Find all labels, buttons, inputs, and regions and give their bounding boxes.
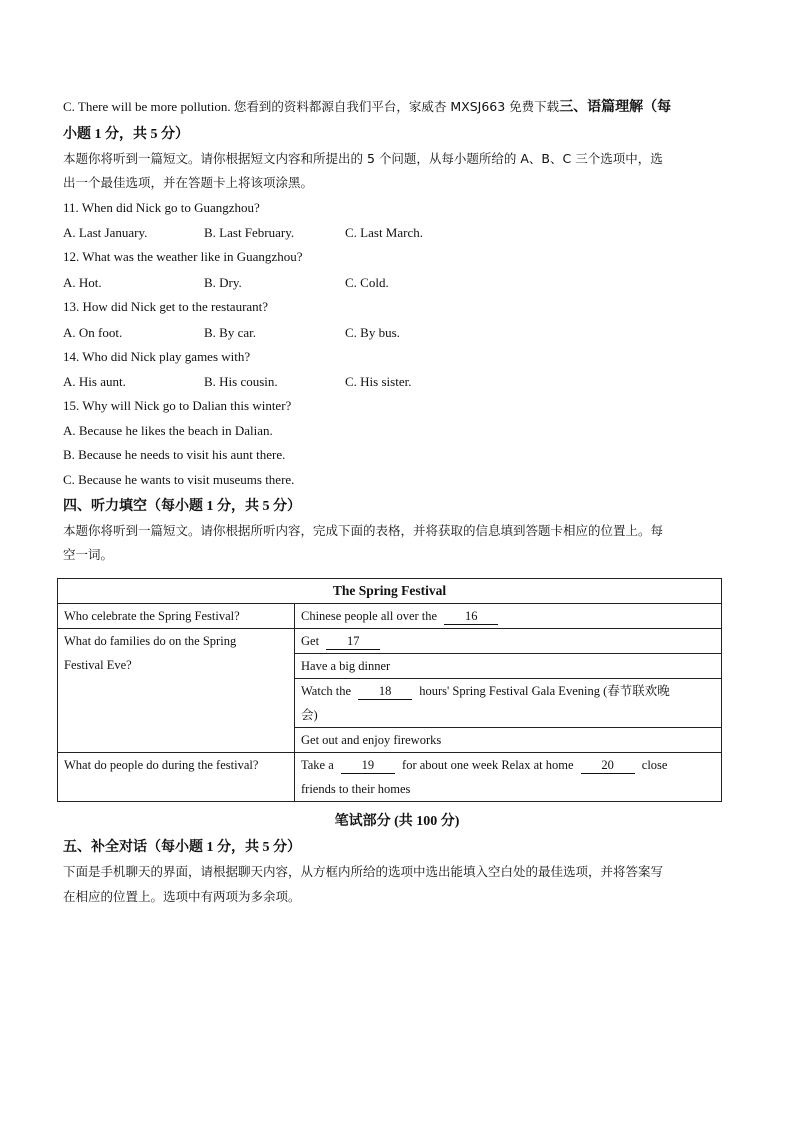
table-title: The Spring Festival: [58, 579, 722, 604]
blank-18[interactable]: 18: [358, 683, 412, 700]
option-a: A. Last January.: [63, 225, 148, 241]
question-text: 14. Who did Nick play games with?: [63, 348, 251, 364]
option-c: C. Cold.: [345, 274, 389, 290]
row-question: What do people do during the festival?: [58, 753, 295, 802]
options-row: [63, 270, 731, 295]
option-a: A. Because he likes the beach in Dalian.: [63, 422, 273, 438]
intro-line: [63, 95, 731, 121]
row-question: Who celebrate the Spring Festival?: [58, 604, 295, 629]
section3-heading-part2: 小题 1 分，共 5 分）: [63, 126, 189, 142]
row-question: What do families do on the Spring Festival Eve?: [58, 629, 295, 753]
section4-heading: 四、听力填空（每小题 1 分，共 5 分）: [63, 498, 301, 514]
table-row: [58, 604, 722, 629]
question-11: [63, 196, 731, 246]
option-a: A. His aunt.: [63, 374, 126, 390]
exam-page: [63, 95, 731, 568]
question-14: [63, 345, 731, 395]
bottom-section: [63, 808, 731, 909]
section3-instruction-1: 本题你将听到一篇短文。请你根据短文内容和所提出的 5 个问题，从每小题所给的 A、B、C 三个选项中，选: [63, 150, 663, 166]
question-15: [63, 394, 731, 492]
row-answer: Get out and enjoy fireworks: [295, 728, 722, 753]
option-b: B. Because he needs to visit his aunt there.: [63, 447, 286, 463]
option-c: C. His sister.: [345, 374, 412, 390]
question-12: [63, 245, 731, 295]
question-text: 12. What was the weather like in Guangzhou?: [63, 249, 303, 265]
row-answer: Have a big dinner: [295, 654, 722, 679]
row-answer: Chinese people all over the 16: [295, 604, 722, 629]
written-part-title: 笔试部分 (共 100 分): [334, 814, 460, 829]
options-row: [63, 220, 731, 245]
section3-instruction-2: 出一个最佳选项，并在答题卡上将该项涂黑。: [63, 175, 314, 191]
option-c: C. Because he wants to visit museums there.: [63, 471, 295, 487]
table-row: [58, 629, 722, 654]
blank-19[interactable]: 19: [341, 757, 395, 774]
blank-16[interactable]: 16: [444, 608, 498, 625]
question-text: 13. How did Nick get to the restaurant?: [63, 298, 269, 314]
option-c-pollution: C. There will be more pollution.: [63, 99, 231, 114]
question-text: 15. Why will Nick go to Dalian this winter?: [63, 398, 292, 414]
section5-heading: 五、补全对话（每小题 1 分，共 5 分）: [63, 840, 301, 855]
table-row: [58, 753, 722, 802]
section5-instruction-2: 在相应的位置上。选项中有两项为多余项。: [63, 888, 301, 904]
option-a: A. Hot.: [63, 274, 102, 290]
promo-text: 您看到的资料都源自我们平台，家威杏 MXSJ663 免费下载: [233, 99, 560, 114]
option-c: C. By bus.: [345, 324, 400, 340]
row-answer: Take a 19 for about one week Relax at home 20 close friends to their homes: [295, 753, 722, 802]
options-row: [63, 320, 731, 345]
option-c: C. Last March.: [345, 225, 423, 241]
option-b: B. His cousin.: [204, 374, 278, 390]
section4-instruction-2: 空一词。: [63, 547, 114, 563]
option-b: B. Last February.: [204, 225, 295, 241]
spring-festival-table: [57, 578, 722, 802]
blank-17[interactable]: 17: [326, 633, 380, 650]
option-b: B. Dry.: [204, 274, 242, 290]
section3-heading-part1: 三、语篇理解（每: [559, 100, 672, 115]
blank-20[interactable]: 20: [581, 757, 635, 774]
section5-instruction-1: 下面是手机聊天的界面，请根据聊天内容，从方框内所给的选项中选出能填入空白处的最佳选项，并将答案写: [63, 864, 664, 879]
row-answer: Watch the 18 hours' Spring Festival Gala Evening (春节联欢晚 会): [295, 679, 722, 728]
question-13: [63, 295, 731, 345]
options-row: [63, 369, 731, 394]
section4-instruction-1: 本题你将听到一篇短文。请你根据所听内容，完成下面的表格，并将获取的信息填到答题卡相应的位置上。每: [63, 522, 664, 538]
option-b: B. By car.: [204, 324, 256, 340]
row-answer: Get 17: [295, 629, 722, 654]
option-a: A. On foot.: [63, 324, 123, 340]
question-text: 11. When did Nick go to Guangzhou?: [63, 199, 260, 215]
